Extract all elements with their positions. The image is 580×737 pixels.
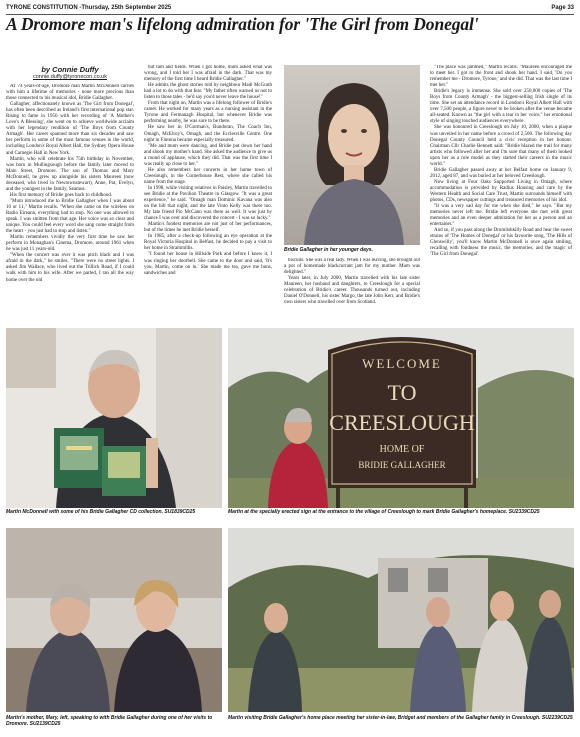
headline: A Dromore man's lifelong admiration for 'The Girl from Donegal' <box>6 14 479 34</box>
article-paragraph: "I found her house in Hillside Park and before I knew it, I was ringing her doorbell. She came to the door and said, 'It's you, Martin, come on in.' She made me tea, gave me buns, sandwiches and <box>144 252 272 276</box>
article-paragraph: Martin, who will celebrate his 75th birthday in November, was born in Mullingsough before the family later moved to Main Street, Dromore. The son of Thomas and Mary McDonnell, he grew up alongside his sisters Maureen (now deceased, who lived in Newtownstewart), Anne, Pat, Evelyn, and the youngest in the family, Seamus. <box>6 156 134 192</box>
caption-bridie: Bridie Gallagher in her younger days. <box>284 247 373 253</box>
article-paragraph: And so, if you pass along the Drumlishkilly Road and hear the sweet strains of 'The Homes of Donegal' or his favourite song, 'The Hills of Glenswilly', you'll know Martin McDonnell is once again smiling, recalling with fondness the music, the memories, and the magic of 'The Girl from Donegal'. <box>430 228 572 258</box>
article-column-3 <box>284 258 420 324</box>
article-paragraph: In 1998, while visiting relatives in Paisley, Martin travelled to see Bridie at the Pavilion Theatre in Glasgow. "It was a great experience," he said. "Omagh man Dominic Kavana was also on the bill that night, and the late Vinto Kelly was there too. My late friend Pio McCann was there as well. It was just by chance I was over and discovered the concert - I was so lucky." <box>144 185 272 222</box>
publication-date: TYRONE CONSTITUTION -Thursday, 25th September 2025 <box>6 5 172 11</box>
photo-martin-cd-collection <box>6 328 222 508</box>
article-paragraph: biscuits. She was a real lady. When I was leaving, she brought out a pot of homemade blackcurrant jam for my mother. Mum was delighted." <box>284 258 420 276</box>
page-number: Page 33 <box>551 5 574 11</box>
article-column-2 <box>144 65 272 324</box>
article-paragraph: Martin remembers vividly the very first time he saw her perform in Monaghan's Cinema, Dromore, around 1961 when he was just 11 years-old. <box>6 235 134 253</box>
article-paragraph: Martin's fondest memories are not just of her performances, but of the times he met Bridie herself. <box>144 222 272 234</box>
sign-text-welcome: WELCOME <box>362 356 442 371</box>
photo-mother-with-bridie <box>6 528 222 712</box>
article-paragraph: "It was a very sad day for me when she died," he says. "But my memories never left me. Bridie left everyone she met with great memories and an even deeper admiration for her as a person and an entertainer." <box>430 204 572 228</box>
article-paragraph: "Me and mum were dancing, and Bridie put down her hand and shook my mother's hand. She asked the audience to give us a round of applause, which they did. That was the first time I was really up close to her." <box>144 143 272 167</box>
article-paragraph: "The place was jammed," Martin recalls. "Maureen encouraged me to meet her. I got to the front and shook her hand. I said, 'Do you remember me - Dromore, Tyrone,' and she did. That was the last time I met her." <box>430 65 572 89</box>
article-column-1 <box>6 84 134 324</box>
article-paragraph: He saw her in O'Gorman's, Bundoran, The Coach Inn, Omagh, McElroy's, Omagh, and the Ecclesville Centre. One night in Fintona became especially treasured. <box>144 125 272 143</box>
sign-text-bridie-gallagher: BRIDIE GALLAGHER <box>358 460 446 470</box>
article-paragraph: Bridie Gallagher passed away at her Belfast home on January 9, 2012, aged 87, and was buried at her beloved Creeslough. <box>430 167 572 179</box>
article-paragraph: She was honoured in Creeslough on July 10, 2000, when a plaque was unveiled in her name before a crowd of 2,500. The following day Donegal County Council held a civic reception in her honour. Chairman Cllr Charlie Bennett said: "Bridie blazed the trail for many artists who followed after her and I'm sure that many of them looked upon her as a role model as they started their careers in the music world." <box>430 125 572 167</box>
article-paragraph: Now living at Four Oaks Supported Living in Omagh, where accommodation is provided by Radius Housing and care by the Western Health and Social Care Trust, Martin surrounds himself with photos, CDs, newspaper cuttings and treasured memories of his idol. <box>430 179 572 204</box>
article-paragraph: Years later, in July 2000, Martin travelled with his late sister Maureen, her husband and daughters, to Creeslough for a special celebration of Bridie's career. Thousands turned out, including Daniel O'Donnell, his sister Margo, the late John Kerr, and Bridie's own sisters who travelled over from Scotland. <box>284 276 420 306</box>
caption-gallagher-home-place: Martin visiting Bridie Gallagher's home place meeting her sister-in-law, Bridget and members of the Gallagher family in Creeslough. SU2239CD25 <box>228 715 573 721</box>
article-paragraph: hut fam and fields. When I got home, mum asked what was wrong, and I told her I was afraid in the dark. That was my memory of the first time I heard Bridie Gallagher." <box>144 65 272 83</box>
article-paragraph: AT 74 years-of-age, Dromore man Martin McDonnell carries with him a lifetime of memories - none more precious than those connected to his musical idol, Bridie Gallagher. <box>6 84 134 102</box>
article-column-4 <box>430 65 572 324</box>
article-paragraph: He admits the ghost stories told by neighbour Madi McGrath had a lot to do with that fear. "My father often warned us not to listen to those tales - he'd say you'd never leave the house!" <box>144 83 272 101</box>
article-paragraph: "Mum introduced me to Bridie Gallagher when I was about 10 or 11," Martin recalls. "When she came on the wireless on Radio Eireann, everything had to stop. No one was allowed to speak. I was smitten from that age. Her voice was so clear and unique. You could feel every word she sang come straight from the heart - you just had to stop and listen." <box>6 198 134 235</box>
photo-bridie-gallagher <box>284 65 420 245</box>
article-paragraph: Gallagher, affectionately known as 'The Girl from Donegal', has often been described as Ireland's first international pop star. Rising to fame in 1956 with her recording of 'A Mother's Love's A Blessing', she went on to achieve worldwide acclaim with her legendary rendition of 'The Boys from County Armagh'. Her career spanned more than six decades and saw her perform in some of the most famous venues in the world, including London's Royal Albert Hall, the Sydney Opera House and Carnegie Hall in New York. <box>6 102 134 156</box>
byline-email[interactable]: connie.duffy@tyronecon.co.uk <box>33 74 107 80</box>
byline-author: by Connie Duffy <box>41 65 99 74</box>
article-paragraph: In 1985, after a check-up following an eye operation at the Royal Victoria Hospital in Belfast, he decided to pay a visit to her home in Strammillis. <box>144 234 272 252</box>
caption-creeslough-sign: Martin at the specially erected sign at the entrance to the village of Creeslough to mark Bridie Gallagher's homeplace. SU2339CD25 <box>228 509 540 515</box>
caption-mother-with-bridie: Martin's mother, Mary, left, speaking to with Bridie Gallagher during one of her visits to Dromore. SU2139CD25 <box>6 715 213 727</box>
article-paragraph: Bridie's legacy is immense. She sold over 250,000 copies of 'The Boys from County Armagh' - the biggest-selling Irish single of its time. She set an attendance record in London's Royal Albert Hall with over 7,500 people, a figure never to be broken after the venue became all-seated. Known as "the girl with a tear in her voice," her emotional style of singing touched audiences everywhere. <box>430 89 572 125</box>
article-paragraph: "When the concert was over it was pitch black and I was afraid in the dark," he smiles. "There were no street lights. I asked Jim Wallace, who lived out the Trillick Road, if I could walk with him to his wife. After we parted, I ran all the way home over the old <box>6 253 134 283</box>
article-paragraph: His first memory of Bridie goes back to childhood. <box>10 192 113 198</box>
sign-text-home-of: HOME OF <box>379 444 425 455</box>
sign-text-creeslough: CREESLOUGH <box>329 410 475 435</box>
article-paragraph: From that night on, Martin was a lifelong follower of Bridie's career. He worked for many years as a nursing assistant in the Tyrone and Fermanagh Hospital, but whenever Bridie was performing nearby, he was sure to be there. <box>144 101 272 125</box>
sign-text-to: TO <box>387 380 417 405</box>
caption-martin-cd-collection: Martin McDonnell with some of his Bridie Gallagher CD collection. SU1839CD25 <box>6 509 196 515</box>
photo-creeslough-sign <box>228 328 574 508</box>
article-paragraph: He also remembers her concerts in her home town of Creeslough, in the Cornerhouse Rest, where she called his name from the stage. <box>144 167 272 185</box>
byline <box>6 65 134 80</box>
photo-gallagher-home-place <box>228 528 574 712</box>
